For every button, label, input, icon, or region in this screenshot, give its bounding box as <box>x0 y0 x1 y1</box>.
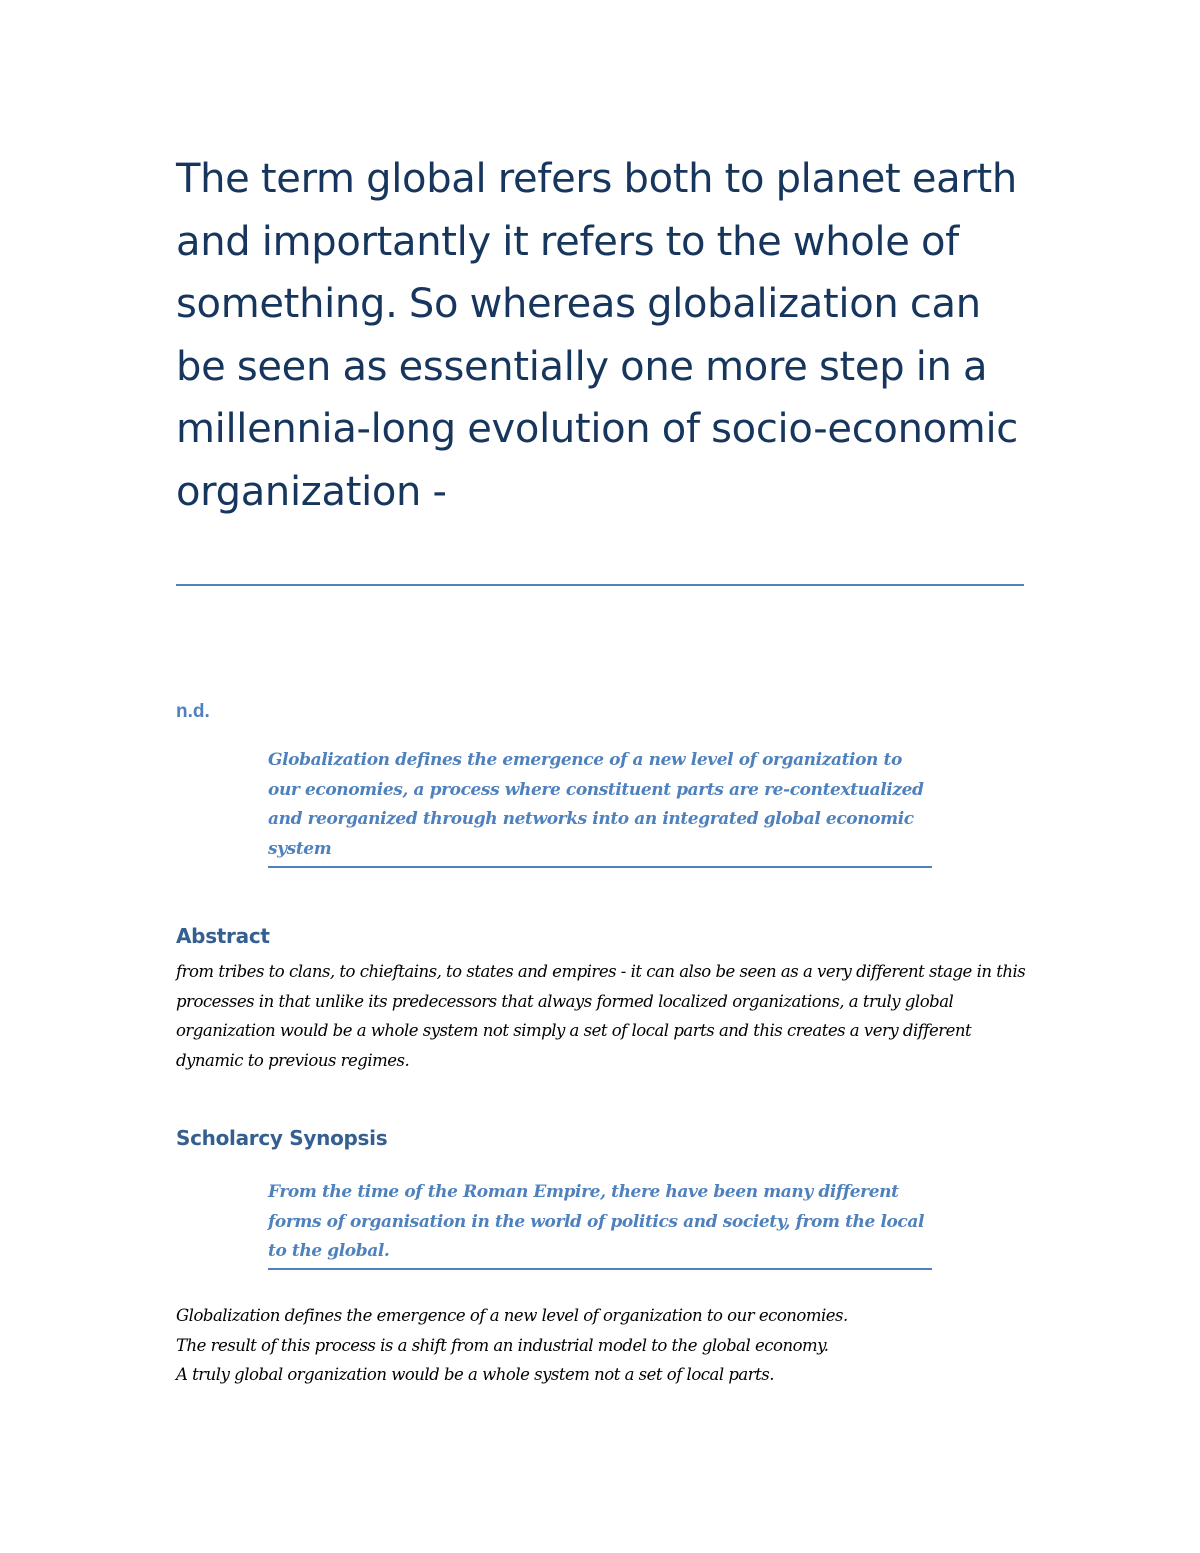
summary-line: The result of this process is a shift from an industrial model to the global economy. <box>176 1335 829 1355</box>
title-divider <box>176 584 1024 586</box>
date-label: n.d. <box>176 701 210 722</box>
summary-block <box>176 1301 1026 1390</box>
synopsis-heading: Scholarcy Synopsis <box>176 1126 388 1150</box>
pull-quote-synopsis: From the time of the Roman Empire, there have been many different forms of organisation in the world of politics and society, from the local to the global. <box>268 1182 925 1261</box>
summary-line: Globalization defines the emergence of a new level of organization to our economies. <box>176 1306 848 1325</box>
abstract-heading: Abstract <box>176 924 270 948</box>
pull-quote-definition: Globalization defines the emergence of a new level of organization to our economies, a process where constituent parts are re-contextualized and reorganized through networks into an integrated global economic system <box>268 750 924 859</box>
document-title: The term global refers both to planet earth and importantly it refers to the whole of something. So whereas globalization can be seen as essentially one more step in a millennia-long evolution of socio-economic organization - <box>176 156 1018 515</box>
pull-quote-divider <box>268 866 932 868</box>
abstract-text: from tribes to clans, to chieftains, to states and empires - it can also be seen as a very different stage in this processes in that unlike its predecessors that always formed localized organizations, a truly global organization would be a whole system not simply a set of local parts and this creates a very different dynamic to previous regimes. <box>176 962 1026 1070</box>
summary-line: A truly global organization would be a whole system not a set of local parts. <box>176 1365 774 1384</box>
synopsis-quote-divider <box>268 1268 932 1270</box>
